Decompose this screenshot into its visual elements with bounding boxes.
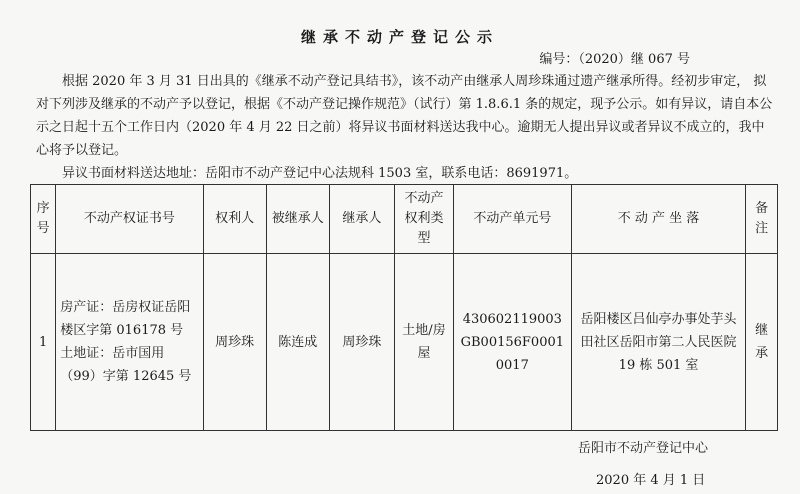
cell-decedent: 陈连成 [266,254,329,431]
issuing-organization: 岳阳市不动产登记中心 [578,441,709,456]
objection-address: 异议书面材料送达地址：岳阳市不动产登记中心法规科 1503 室，联系电话：8691971。 [62,166,578,181]
cell-right-type: 土地/房屋 [395,254,454,431]
cell-holder: 周珍珠 [203,254,266,431]
cell-index: 1 [31,254,56,431]
property-table [30,184,778,431]
cert-house: 房产证：岳房权证岳阳楼区字第 016178 号 [60,300,191,338]
cell-unit-no: 430602119003GB00156F00010017 [453,254,571,431]
header-right-type: 不动产权利类型 [395,185,454,254]
header-cert-no: 不动产权证书号 [56,185,203,254]
cert-land: 土地证：岳市国用（99）字第 12645 号 [60,346,192,384]
issue-date: 2020 年 4 月 1 日 [596,473,706,488]
table-row [31,254,778,431]
page-title: 继承不动产登记公示 [300,28,499,46]
header-unit-no: 不动产单元号 [453,185,571,254]
cell-cert-no [56,254,203,431]
header-heir: 继承人 [329,185,394,254]
cell-location: 岳阳楼区吕仙亭办事处芋头田社区岳阳市第二人民医院 19 栋 501 室 [571,254,746,431]
announcement-body: 根据 2020 年 3 月 31 日出具的《继承不动产登记具结书》，该不动产由继承人周珍珠通过遗产继承所得。经初步审定， 拟对下列涉及继承的不动产予以登记，根据《不动产登记操作规范》（试行）第 1.8.6.1 条的规定，现予公示。如有异议，请自本公示之日起十五个工作日内（2020 年 4 月 22 日之前）将异议书面材料送达我中心。逾期无人提出异议或者异议不成立的，我中心将予以登记。 [36,74,773,158]
header-remark: 备注 [746,185,778,254]
table-header-row [31,185,778,254]
document-number: 编号：（2020）继 067 号 [539,52,690,67]
header-holder: 权利人 [203,185,266,254]
header-decedent: 被继承人 [266,185,329,254]
header-index: 序号 [31,185,56,254]
cell-remark: 继承 [746,254,778,431]
cell-heir: 周珍珠 [329,254,394,431]
header-location: 不 动 产 坐 落 [571,185,746,254]
